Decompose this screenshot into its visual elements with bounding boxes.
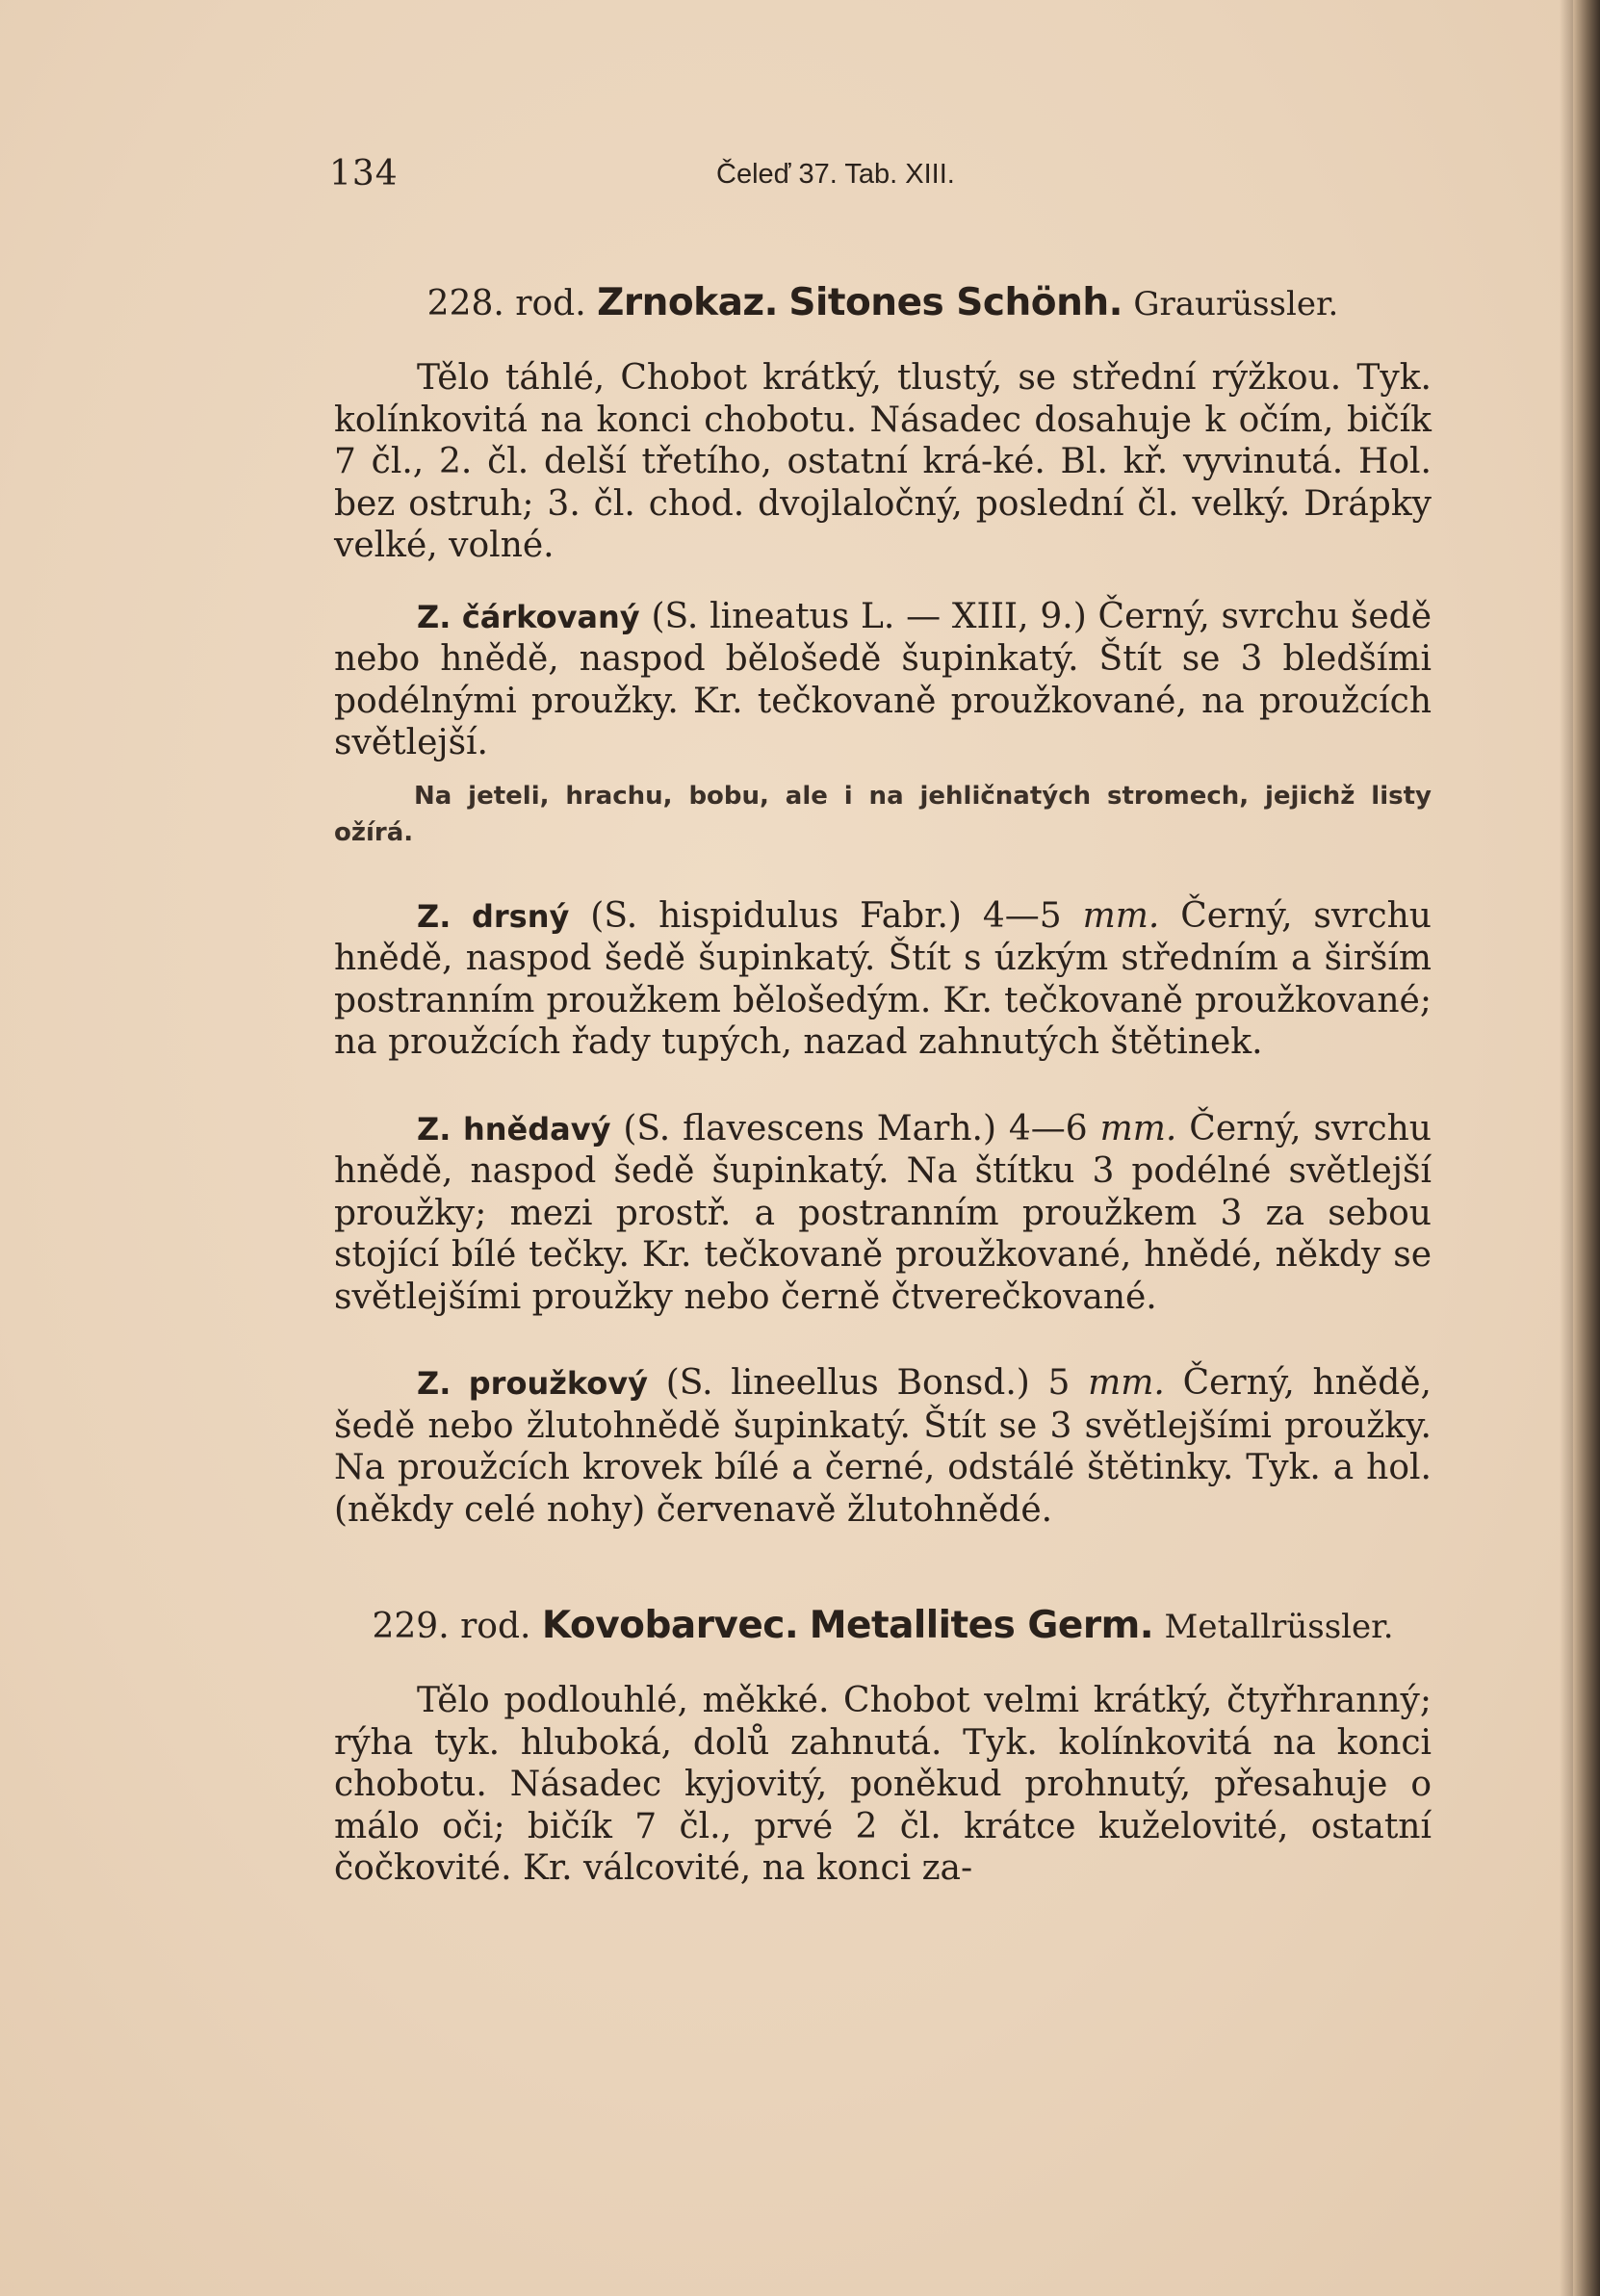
species-entry [334,596,1432,764]
genus-name-czech: Zrnokaz. [597,281,778,324]
size-unit: mm. [1099,1108,1177,1148]
page-number: 134 [329,154,399,193]
genus-name-czech: Kovobarvec. [541,1604,799,1647]
genus-name-scientific: Metallites Germ. [809,1604,1154,1647]
species-description: Černý, svrchu hnědě, naspod šedě šupinkatý. Štít s úzkým středním a širším postranním proužkem bělošedým. Kr. tečkovaně proužkované; na proužcích řady tupých, nazad zahnutých štětinek. [334,895,1432,1062]
species-description: Černý, svrchu šedě nebo hnědě, naspod bělošedě šupinkatý. Štít se 3 bledšími podélnými proužky. Kr. tečkovaně proužkované, na proužcích světlejší. [334,596,1432,762]
genus-description: Tělo podlouhlé, měkké. Chobot velmi krátký, čtyřhranný; rýha tyk. hluboká, dolů zahnutá. Tyk. kolínkovitá na konci chobotu. Násadec kyjovitý, poněkud prohnutý, přesahuje o málo oči; bičík 7 čl., prvé 2 čl. krátce kuželovité, ostatní čočkovité. Kr. válcovité, na konci za- [334,1681,1432,1888]
species-description: Černý, svrchu hnědě, naspod šedě šupinkatý. Na štítku 3 podélné světlejší proužky; mezi prostř. a postranním proužkem 3 za sebou stojící bílé tečky. Kr. tečkovaně proužkované, hnědé, někdy se světlejšími proužky nebo černě čtverečkované. [334,1108,1432,1317]
species-scientific: (S. lineatus L. — XIII, 9.) [651,596,1087,636]
species-name: Z. drsný [417,897,570,935]
genus-name-german: Graurüssler. [1133,285,1339,323]
genus-name-scientific: Sitones Schönh. [788,281,1123,324]
genus-heading-229 [334,1602,1432,1651]
page-header [329,154,1022,212]
species-name: Z. proužkový [417,1365,648,1402]
species-note: Na jeteli, hrachu, bobu, ale i na jehličnatých stromech, jejichž listy ožírá. [334,781,1432,847]
size-unit: mm. [1082,895,1160,936]
species-name: Z. čárkovaný [417,598,640,635]
running-head: Čeleď 37. Tab. XIII. [716,159,955,190]
genus-heading-228 [334,279,1432,328]
species-name: Z. hnědavý [417,1110,611,1148]
species-entry [334,1362,1432,1531]
genus-number: 229. rod. [372,1607,531,1646]
species-entry [334,1108,1432,1319]
species-description: Černý, hnědě, šedě nebo žlutohnědě šupinkatý. Štít se 3 světlejšími proužky. Na proužcích krovek bílé a černé, odstálé štětinky. Tyk. a hol. (někdy celé nohy) červenavě žlutohnědé. [334,1363,1432,1530]
book-spine-edge [1573,0,1600,2296]
size-unit: mm. [1088,1363,1165,1403]
species-scientific: (S. flavescens Marh.) 4—6 [623,1108,1088,1148]
genus-number: 228. rod. [426,284,586,323]
genus-description: Tělo táhlé, Chobot krátký, tlustý, se střední rýžkou. Tyk. kolínkovitá na konci chobotu. Násadec dosahuje k očím, bičík 7 čl., 2. čl. delší třetího, ostatní krá-ké. Bl. kř. vyvinutá. Hol. bez ostruh; 3. čl. chod. dvojlaločný, poslední čl. velký. Drápky velké, volné. [334,358,1432,565]
species-scientific: (S. lineellus Bonsd.) 5 [665,1363,1071,1403]
page-body [334,279,1432,1890]
page-gutter-shadow [1560,0,1573,2296]
genus-name-german: Metallrüssler. [1164,1608,1394,1646]
species-entry [334,895,1432,1064]
species-scientific: (S. hispidulus Fabr.) 4—5 [590,895,1062,936]
